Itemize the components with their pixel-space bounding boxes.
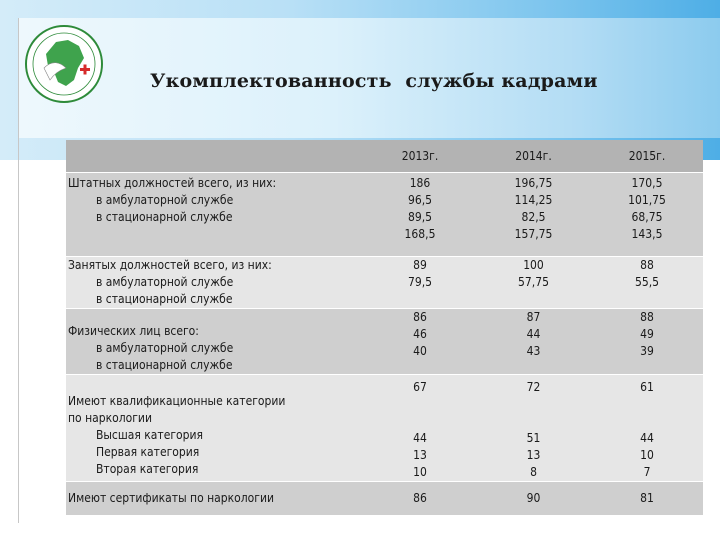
header-2013: 2013г. <box>364 140 476 173</box>
row-label <box>66 257 364 309</box>
cell-2013: 86 <box>364 482 476 516</box>
cell-2015: 81 <box>591 482 703 516</box>
row-label-main: по наркологии <box>68 411 152 425</box>
cell-2015: 88 49 39 <box>591 309 703 375</box>
cell-2013: 67 44 13 10 <box>364 375 476 482</box>
row-label-main: Штатных должностей всего, из них: <box>68 176 277 190</box>
row-label <box>66 173 364 257</box>
logo-emblem-icon <box>24 24 104 104</box>
row-label-sub: в стационарной службе <box>96 292 233 306</box>
table-header-row <box>66 140 703 173</box>
page-title: Укомплектованность службы кадрами <box>150 70 598 92</box>
cell-2013: 186 96,5 89,5 168,5 <box>364 173 476 257</box>
table-row <box>66 375 703 482</box>
table-row <box>66 257 703 309</box>
table-row <box>66 482 703 516</box>
cell-2013: 86 46 40 <box>364 309 476 375</box>
cell-2015: 88 55,5 <box>591 257 703 309</box>
cell-2014: 90 <box>476 482 591 516</box>
cell-2014: 72 51 13 8 <box>476 375 591 482</box>
cell-2015: 170,5 101,75 68,75 143,5 <box>591 173 703 257</box>
table-row <box>66 309 703 375</box>
row-label <box>66 375 364 482</box>
row-label <box>66 482 364 516</box>
left-rule <box>18 18 19 523</box>
cell-2014: 196,75 114,25 82,5 157,75 <box>476 173 591 257</box>
row-label-sub: в амбулаторной службе <box>96 193 234 207</box>
row-label <box>66 309 364 375</box>
header-2014: 2014г. <box>476 140 591 173</box>
row-label-sub: Вторая категория <box>96 462 199 476</box>
cell-2015: 61 44 10 7 <box>591 375 703 482</box>
cell-2013: 89 79,5 <box>364 257 476 309</box>
row-label-main: Занятых должностей всего, из них: <box>68 258 272 272</box>
row-label-main: Физических лиц всего: <box>68 324 199 338</box>
cell-2014: 100 57,75 <box>476 257 591 309</box>
staffing-table <box>66 140 703 505</box>
row-label-sub: Первая категория <box>96 445 200 459</box>
row-label-sub: Высшая категория <box>96 428 203 442</box>
header-empty <box>66 140 364 173</box>
row-label-sub: в стационарной службе <box>96 358 233 372</box>
row-label-sub: в стационарной службе <box>96 210 233 224</box>
table-row <box>66 173 703 257</box>
row-label-sub: в амбулаторной службе <box>96 341 234 355</box>
row-label-main: Имеют сертификаты по наркологии <box>68 491 274 505</box>
cell-2014: 87 44 43 <box>476 309 591 375</box>
header-2015: 2015г. <box>591 140 703 173</box>
row-label-main: Имеют квалификационные категории <box>68 394 286 408</box>
row-label-sub: в амбулаторной службе <box>96 275 234 289</box>
